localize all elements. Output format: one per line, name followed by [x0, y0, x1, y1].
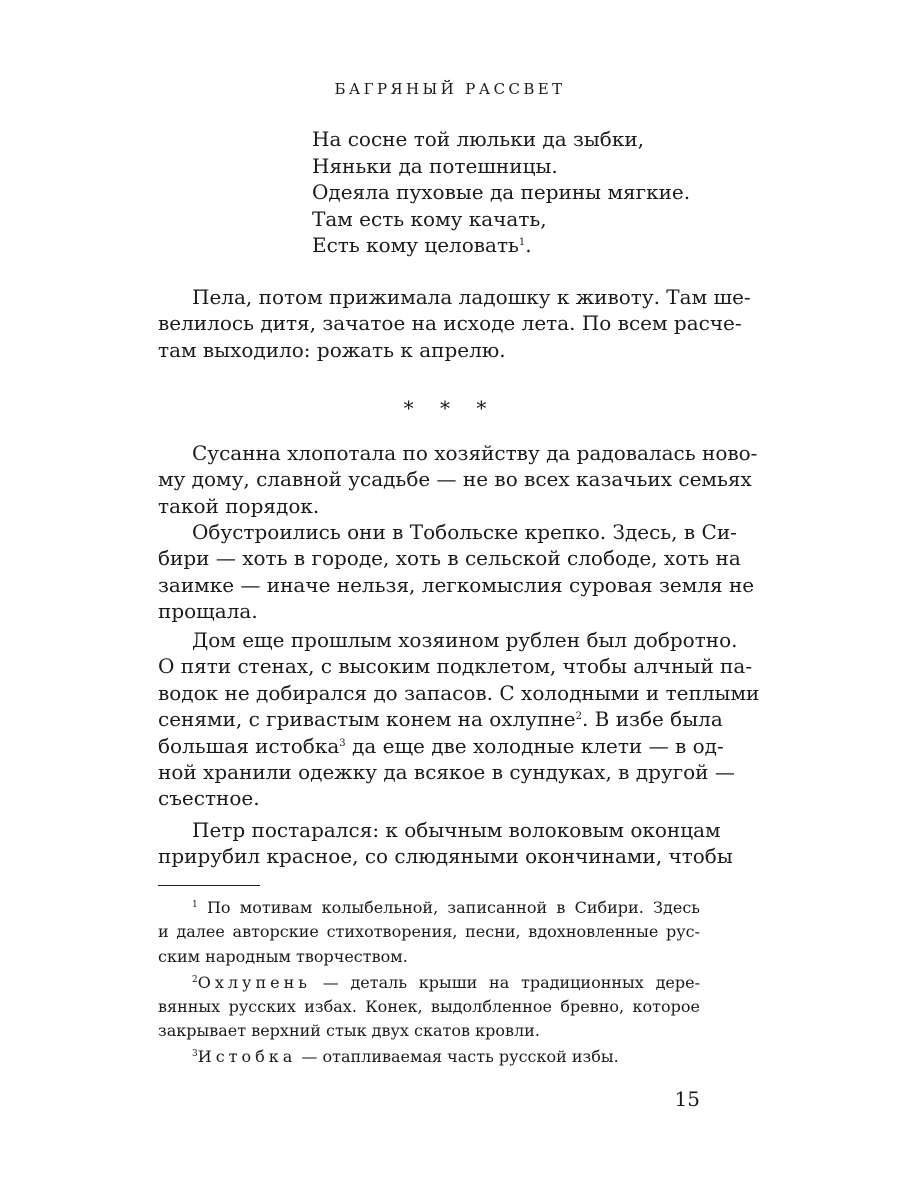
- footnote-ref-3: 3: [339, 737, 346, 749]
- poem-line: Там есть кому качать,: [312, 206, 547, 231]
- text-line: прирубил красное, со слюдяными окончинами, чтобы: [158, 844, 733, 869]
- text-line: О пяти стенах, с высоким подклетом, чтобы алчный па-: [158, 654, 753, 679]
- poem-line-end: .: [525, 233, 532, 257]
- text-line: водок не добирался до запасов. С холодными и теплыми: [158, 680, 760, 705]
- footnote-ref-2: 2: [575, 711, 582, 723]
- footnote-line: закрывает верхний стык двух скатов кровли.: [158, 1021, 540, 1041]
- paragraph-1: [158, 284, 751, 363]
- footnote-line: [158, 971, 700, 995]
- text-line: Обустроились они в Тобольске крепко. Здесь, в Си-: [192, 520, 737, 544]
- poem-line: Няньки да потешницы.: [312, 153, 558, 178]
- footnotes: [158, 896, 700, 1071]
- paragraph-2: [158, 440, 758, 519]
- paragraph-4: [158, 627, 760, 812]
- footnote-2: [158, 971, 700, 1044]
- footnote-3: [158, 1045, 700, 1069]
- text-segment: сенями, с гривастым конем на охлупне: [158, 707, 576, 732]
- footnote-number: 1: [192, 900, 198, 910]
- paragraph-3: [158, 519, 755, 625]
- text-segment: большая истобка: [158, 733, 340, 758]
- text-line: съестное.: [158, 786, 260, 811]
- text-line: прощала.: [158, 599, 258, 624]
- footnote-number: 3: [192, 1049, 198, 1060]
- text-segment: да еще две холодные клети — в од-: [345, 733, 724, 758]
- footnote-number: 2: [192, 974, 198, 985]
- text-line: [158, 706, 723, 732]
- poem-stanza: [312, 126, 752, 259]
- text-line: заимке — иначе нельзя, легкомыслия суровая земля не: [158, 572, 755, 597]
- text-line: бири — хоть в городе, хоть в сельской слободе, хоть на: [158, 546, 741, 571]
- poem-line: [312, 232, 752, 259]
- footnote-ref-1: 1: [518, 237, 526, 248]
- running-head: БАГРЯНЫЙ РАССВЕТ: [334, 80, 566, 98]
- text-line: Петр постарался: к обычным волоковым оконцам: [192, 818, 721, 842]
- footnote-1: [158, 896, 700, 969]
- footnote-line: и далее авторские стихотворения, песни, вдохновленные рус-: [158, 922, 700, 942]
- page-number: 15: [674, 1087, 700, 1111]
- section-separator: * * *: [403, 396, 497, 420]
- text-line: там выходило: рожать к апрелю.: [158, 337, 506, 362]
- text-line: велилось дитя, зачатое на исходе лета. По всем расче-: [158, 311, 742, 336]
- footnote-text: — деталь крыши на традиционных дере-: [310, 972, 700, 992]
- footnote-line: [158, 896, 700, 920]
- footnote-line: [158, 1045, 700, 1069]
- poem-line: На сосне той люльки да зыбки,: [312, 127, 645, 151]
- text-line: му дому, славной усадьбе — не во всех казачьих семьях: [158, 467, 752, 492]
- poem-line-text: Есть кому целовать: [312, 233, 519, 257]
- text-line: такой порядок.: [158, 493, 320, 518]
- footnote-text: — отапливаемая часть русской избы.: [296, 1047, 619, 1067]
- text-line: Пела, потом прижимала ладошку к животу. Там ше-: [192, 285, 751, 309]
- footnote-line: вянных русских избах. Конек, выдолбленное бревно, которое: [158, 997, 700, 1017]
- footnote-term: Охлупень: [197, 972, 311, 992]
- text-line: ной хранили одежку да всякое в сундуках, в другой —: [158, 760, 735, 785]
- text-line: [158, 733, 724, 759]
- footnote-divider: [158, 885, 260, 886]
- text-line: Дом еще прошлым хозяином рублен был добротно.: [192, 628, 738, 652]
- text-line: Сусанна хлопотала по хозяйству да радовалась ново-: [192, 441, 758, 465]
- footnote-line: ским народным творчеством.: [158, 946, 408, 966]
- paragraph-5: [158, 817, 733, 870]
- text-segment: . В избе была: [581, 707, 723, 732]
- poem-line: Одеяла пуховые да перины мягкие.: [312, 180, 691, 204]
- footnote-text: По мотивам колыбельной, записанной в Сибири. Здесь: [197, 898, 700, 917]
- footnote-term: Истобка: [197, 1047, 297, 1067]
